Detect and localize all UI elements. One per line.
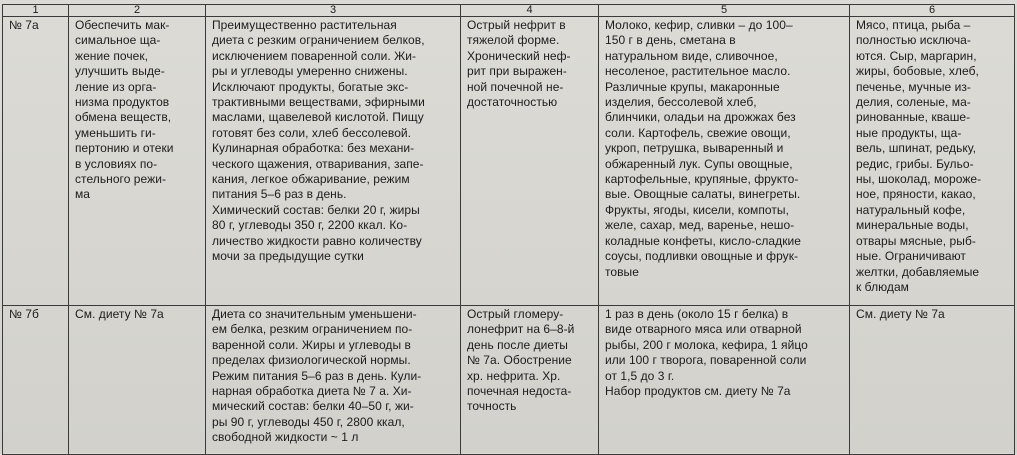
column-number-5: 5 bbox=[599, 5, 850, 17]
column-number-2: 2 bbox=[69, 5, 206, 17]
column-number-1: 1 bbox=[3, 5, 69, 17]
characteristics-cell: Диета со значительным уменьшени- ем белка, резким ограничением по- варенной соли. Жиры и углеводы в пределах физиологической нормы. Режим питания 5–6 раз в день. Кули- нарная обработка диета № 7 а. Хи- мический состав: белки 40–50 г, жи- ры 90 г, углеводы 450 г, 2800 ккал, свободной жидкости ~ 1 л bbox=[206, 306, 461, 455]
excluded-foods-cell: См. диету № 7а bbox=[850, 306, 1015, 455]
column-number-6: 6 bbox=[850, 5, 1015, 17]
table-row bbox=[3, 17, 1015, 306]
allowed-foods-cell: Молоко, кефир, сливки – до 100– 150 г в день, сметана в натуральном виде, сливочное, несоленое, растительное масло. Различные крупы, макаронные изделия, бессолевой хлеб, блинчики, оладьи на дрожжах без соли. Картофель, свежие овощи, укроп, петрушка, вываренный и обжаренный лук. Супы овощные, картофельные, крупяные, фрукто- вые. Овощные салаты, винегреты. Фрукты, ягоды, кисели, компоты, желе, сахар, мед, варенье, нешо- коладные конфеты, кисло-сладкие соусы, подливки овощные и фрук- товые bbox=[599, 17, 850, 306]
indications-cell: Острый нефрит в тяжелой форме. Хронический неф- рит при выражен- ной почечной не- достаточностью bbox=[461, 17, 599, 306]
diet-number-cell: № 7а bbox=[3, 17, 69, 306]
header-row bbox=[3, 5, 1015, 17]
excluded-foods-cell: Мясо, птица, рыба – полностью исключа- ются. Сыр, маргарин, жиры, бобовые, хлеб, печенье, мучные из- делия, соленые, ма- ринованные, кваше- ные продукты, ща- вель, шпинат, редьку, редис, грибы. Бульо- ны, шоколад, мороже- ное, пряности, какао, натуральный кофе, минеральные воды, отвары мясные, рыб- ные. Ограничивают желтки, добавляемые к блюдам bbox=[850, 17, 1015, 306]
purpose-cell: См. диету № 7а bbox=[69, 306, 206, 455]
diet-number-cell: № 7б bbox=[3, 306, 69, 455]
purpose-cell: Обеспечить мак- симальное ща- жение почек, улучшить выде- ление из орга- низма продуктов обмена веществ, уменьшить ги- пертонию и отеки в условиях по- стельного режи- ма bbox=[69, 17, 206, 306]
diet-table bbox=[2, 4, 1015, 455]
table-row bbox=[3, 306, 1015, 455]
characteristics-cell: Преимущественно растительная диета с резким ограничением белков, исключением поваренной соли. Жи- ры и углеводы умеренно снижены. Исключают продукты, богатые экс- трактивными веществами, эфирными маслами, щавелевой кислотой. Пищу готовят без соли, хлеб бессолевой. Кулинарная обработка: без механи- ческого щажения, отваривания, запе- кания, легкое обжаривание, режим питания 5–6 раз в день. Химический состав: белки 20 г, жиры 80 г, углеводы 350 г, 2200 ккал. Ко- личество жидкости равно количеству мочи за предыдущие сутки bbox=[206, 17, 461, 306]
column-number-3: 3 bbox=[206, 5, 461, 17]
column-number-4: 4 bbox=[461, 5, 599, 17]
allowed-foods-cell: 1 раз в день (около 15 г белка) в виде отварного мяса или отварной рыбы, 200 г молока, кефира, 1 яйцо или 100 г творога, поваренной соли от 1,5 до 3 г. Набор продуктов см. диету № 7а bbox=[599, 306, 850, 455]
indications-cell: Острый гломеру- лонефрит на 6–8-й день после диеты № 7а. Обострение хр. нефрита. Хр. почечная недоста- точность bbox=[461, 306, 599, 455]
